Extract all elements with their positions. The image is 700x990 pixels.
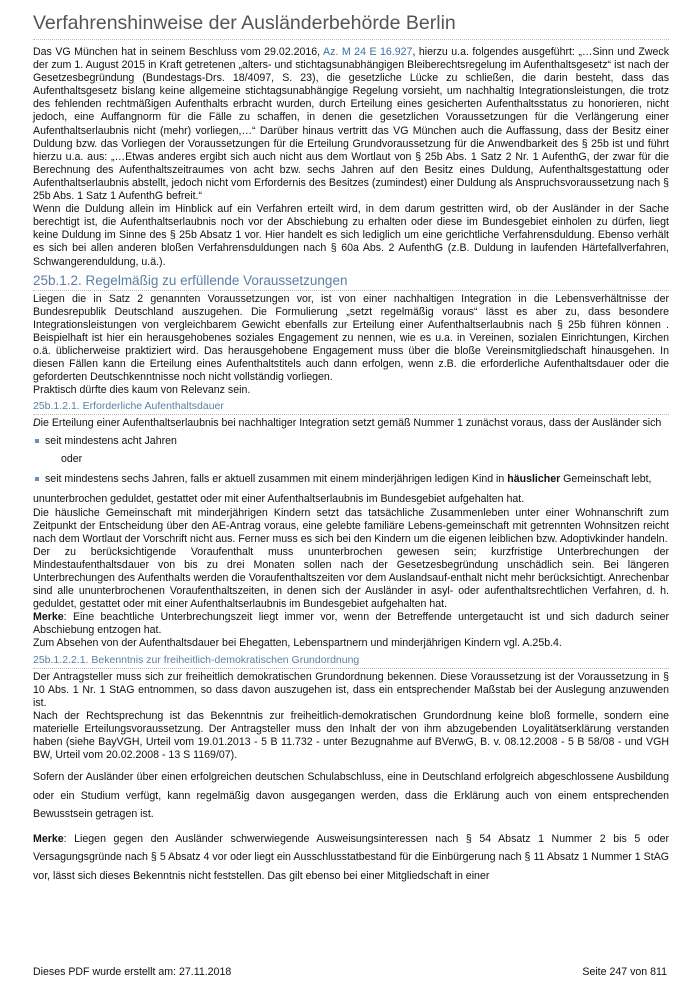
section-1-2-2-1-paragraph-1: Der Antragsteller muss sich zur freiheitlich demokratischen Grundordnung bekennen. Diese Voraussetzung ist der Voraussetzung in § 10 Abs. 1 Nr. 1 StAG entnommen, so dass davon auszugehen ist, dass ein entsprechender Maßstab bei der Auslegung anzuwenden ist. xyxy=(33,670,669,709)
section-heading-25b-1-2-2-1: 25b.1.2.2.1. Bekenntnis zur freiheitlich-demokratischen Grundordnung xyxy=(33,654,669,669)
footer-page-number: Seite 247 von 811 xyxy=(582,966,667,978)
section-1-2-1-paragraph-4: Der zu berücksichtigende Voraufenthalt muss ununterbrochen gewesen sein; kurzfristige Unterbrechungen der Mindestaufenthaltsdauer von bis zu drei Monaten sollen nach der Gesetzesbegründung unschädlich sein. Bei längeren Unterbrechungen des Aufenthalts werden die Voraufenthaltszeiten vor dem Auslandsauf-enthalt nicht mehr berücksichtigt. Anrechenbar sind alle ununterbrochenen Voraufenthaltszeiten, in denen sich der Ausländer in asyl- oder aufenthaltsrechtlichen Verfahren, d. h. geduldet, gestattet oder mit einer Aufenthaltserlaubnis im Bundesgebiet aufgehalten hat. xyxy=(33,545,669,611)
page-footer xyxy=(33,966,667,978)
list-item: seit mindestens acht Jahren xyxy=(33,433,669,449)
bullet-icon xyxy=(35,477,39,481)
section-1-2-2-1-paragraph-2: Nach der Rechtsprechung ist das Bekenntnis zur freiheitlich-demokratischen Grundordnung keine bloß formelle, sondern eine materielle Erteilungsvoraussetzung. Der Antragsteller muss den Inhalt der von ihm abzugebenden Loyalitätserklärung verstanden haben (siehe BayVGH, Urteil vom 19.01.2013 - 5 B 11.732 - unter Bezugnahme auf BVerwG, B. v. 08.12.2008 - 5 B 58/08 - und VGH BW, Urteil vom 20.02.2008 - 13 S 1169/07). xyxy=(33,709,669,762)
intro-paragraph-2: Wenn die Duldung allein im Hinblick auf ein Verfahren erteilt wird, in dem darum gestritten wird, ob der Ausländer in der Sache berechtigt ist, die Aufenthaltserlaubnis noch vor der Abschiebung zu erhalten oder diese im Bundesgebiet einholen zu dürfen, liegt keine Duldung im Sinne des § 25b Absatz 1 vor. Hier handelt es sich lediglich um eine gerichtliche Verfahrensduldung. Ebenso verhält es sich bei allen anderen bloßen Verfahrensduldungen nach § 60a Abs. 2 AufenthG (z.B. Duldung in laufenden Härtefallverfahren, Schwangerenduldung, u.ä.). xyxy=(33,203,669,268)
section-heading-25b-1-2-1: 25b.1.2.1. Erforderliche Aufenthaltsdauer xyxy=(33,400,669,415)
section-1-2-2-1-paragraph-3: Sofern der Ausländer über einen erfolgreichen deutschen Schulabschluss, eine in Deutschland erfolgreich abgeschlossene Ausbildung oder ein Studium verfügt, kann regelmäßig davon ausgegangen werden, dass die Erklärung auch von einem entsprechenden Bewusstsein getragen ist. xyxy=(33,771,669,821)
bullet-icon xyxy=(35,439,39,443)
intro-paragraph-1: Das VG München hat in seinem Beschluss vom 29.02.2016, Az. M 24 E 16.927, hierzu u.a. folgendes ausgeführt: „…Sinn und Zweck der zum 1. August 2015 in Kraft getretenen „alters- und stichtagsunabhängigen Bleiberechtsregelung im Aufenthaltsgesetz“ ist nach der Gesetzesbegründung (Bundestags-Drs. 18/4097, S. 23), die gesetzliche Lücke zu schließen, die darin besteht, dass das Aufenthaltsgesetz bislang keine allgemeine stichtagsunabhängige Regelung vorsieht, um nachhaltig Integrationsleistungen, die trotz des fehlenden rechtmäßigen Aufenthalts erbracht wurden, durch Erteilung eines gesicherten Aufenthaltsstatus zu honorieren, nicht jedoch, eine Auffangnorm für die Fälle zu schaffen, in denen die gesetzlichen Voraussetzungen für die Verlängerung einer Aufenthaltserlaubnis nicht (mehr) vorliegen,…“ Darüber hinaus vertritt das VG München auch die Auffassung, dass der Besitz einer Duldung bzw. das Vorliegen der Voraussetzungen für die Erteilung Grundvoraussetzung für die Anwendbarkeit des § 25b ist und führt hierzu u.a. aus: „…Etwas anderes ergibt sich auch nicht aus dem Wortlaut von § 25b Abs. 1 Satz 2 Nr. 1 AufenthG, der zwar für die Berechnung des Aufenthaltszeitraumes von acht bzw. sechs Jahren auf den Besitz eines Duldung, Aufenthaltsgestattung oder Aufenthaltserlaubnis abstellt, jedoch nicht vom Erfordernis des Besitzes (zumindest) einer Duldung als Anspruchsvoraussetzung nach § 25b Abs. 1 Satz 1 AufenthG befreit.“ xyxy=(33,46,669,203)
list-separator: oder xyxy=(61,453,83,466)
footer-created-date: Dieses PDF wurde erstellt am: 27.11.2018 xyxy=(33,966,232,978)
section-1-2-1-paragraph-5: Zum Absehen von der Aufenthaltsdauer bei Ehegatten, Lebenspartnern und minderjährigen Kindern vgl. A.25b.4. xyxy=(33,637,562,650)
list-item: seit mindestens sechs Jahren, falls er aktuell zusammen mit einem minderjährigen ledigen Kind in häuslicher Gemeinschaft lebt, xyxy=(33,471,669,487)
document-page xyxy=(33,8,669,885)
document-title: Verfahrenshinweise der Ausländerbehörde Berlin xyxy=(33,8,669,40)
section-1-2-paragraph-1: Liegen die in Satz 2 genannten Voraussetzungen vor, ist von einer nachhaltigen Integration in die Lebensverhältnisse der Bundesrepublik Deutschland auszugehen. Die Formulierung „setzt regelmäßig voraus“ lässt es aber zu, dass besondere Integrationsleistungen von vergleichbarem Gewicht ebenfalls zur Erteilung einer Aufenthaltserlaubnis nach § 25b führen können . Beispielhaft ist hier ein herausgehobenes soziales Engagement zu nennen, wie es u.a. in Vereinen, sozialen Einrichtungen, Kirchen o.ä. üblicherweise praktiziert wird. Das herausgehobene Engagement muss über die bloße Vereinsmitgliedschaft hinausgehen. In diesen Fällen kann die Erteilung eines Aufenthaltstitels auch dann erfolgen, wenn z.B. die erforderliche Aufenthaltsdauer oder die geforderten Deutschkenntnisse noch nicht vollständig vorliegen. xyxy=(33,292,669,384)
section-1-2-1-intro: Die Erteilung einer Aufenthaltserlaubnis bei nachhaltiger Integration setzt gemäß Nummer 1 zunächst voraus, dass der Ausländer sich xyxy=(33,417,662,430)
section-1-2-1-paragraph-2: ununterbrochen geduldet, gestattet oder mit einer Aufenthaltserlaubnis im Bundesgebiet aufgehalten hat. xyxy=(33,493,525,506)
section-1-2-2-1-merke: Merke: Liegen gegen den Ausländer schwerwiegende Ausweisungsinteressen nach § 54 Absatz 1 Nummer 2 bis 5 oder Versagungsgründe nach § 5 Absatz 4 vor oder liegt ein Ausschlusstatbestand für die Einbürgerung nach § 11 Absatz 1 Nummer 1 StAG vor, lässt sich dieses Bekenntnis nicht feststellen. Das gilt ebenso bei einer Mitgliedschaft in einer xyxy=(33,832,669,882)
section-1-2-1-paragraph-3: Die häusliche Gemeinschaft mit minderjährigen Kindern setzt das tatsächliche Zusammenleben unter einer Wohnanschrift zum Zeitpunkt der Entscheidung über den AE-Antrag voraus, eine gelebte familiäre Lebens-gemeinschaft mit getrennten Wohnsitzen reicht nach dem Wortlaut der Vorschrift nicht aus. Ferner muss es sich bei den Kindern um die eigenen leiblichen bzw. Adoptivkinder handeln. xyxy=(33,506,669,545)
section-1-2-paragraph-2: Praktisch dürfte dies kaum von Relevanz sein. xyxy=(33,384,251,397)
section-heading-25b-1-2: 25b.1.2. Regelmäßig zu erfüllende Voraussetzungen xyxy=(33,273,669,291)
court-reference-link[interactable]: Az. M 24 E 16.927 xyxy=(323,46,413,58)
section-1-2-1-merke: Merke: Eine beachtliche Unterbrechungszeit liegt immer vor, wenn der Betreffende untergetaucht ist und sich dadurch seiner Abschiebung entzogen hat. xyxy=(33,611,669,637)
